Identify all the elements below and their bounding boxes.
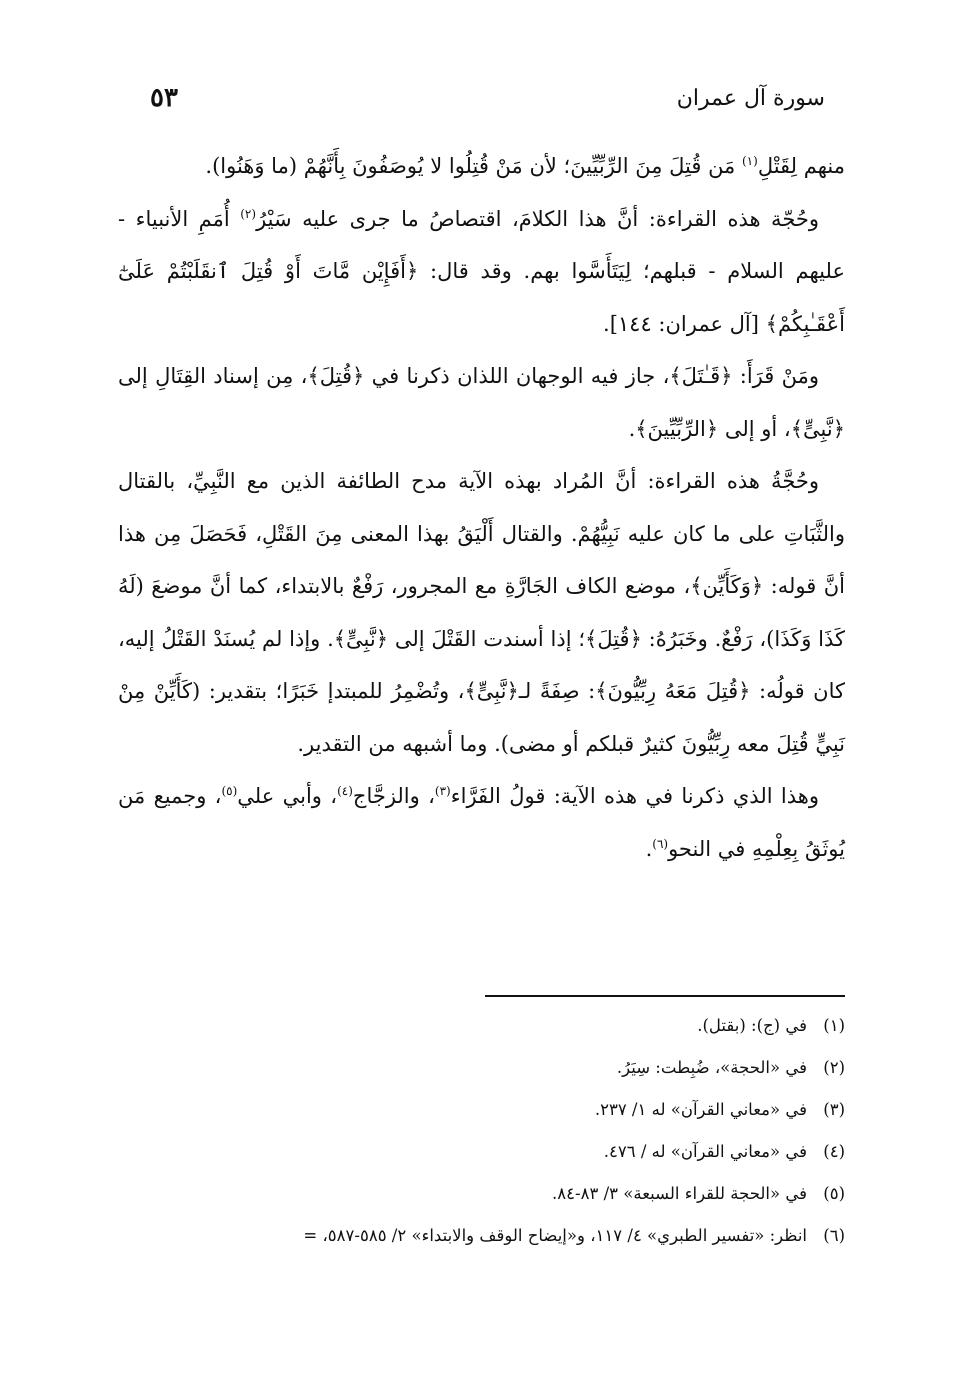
footnote-text: في «الحجة»، ضُبِطت: سِيَرُ. xyxy=(616,1058,807,1077)
footnote-number: (٤) xyxy=(823,1142,845,1161)
footnote-item xyxy=(118,1173,845,1215)
text-segment: . xyxy=(645,836,653,861)
footnotes xyxy=(118,1005,845,1257)
footnote-ref-5: (٥) xyxy=(221,784,238,798)
surah-title: سورة آل عمران xyxy=(676,85,825,111)
paragraph-2 xyxy=(118,193,845,351)
text-segment: ، وجميع مَن يُوثَقُ بِعِلْمِهِ في النحو xyxy=(118,784,845,861)
footnote-number: (٥) xyxy=(823,1184,845,1203)
text-segment: أُمَمِ الأنبياء - عليهم السلام - قبلهم؛ لِيَتَأَسَّوا بهم. وقد قال: ﴿أَفَإِيْن مَّاتَ أَوْ قُتِلَ ٱنقَلَبْتُمْ عَلَىٰٓ أَعْقَـٰبِكُمْ﴾ [آل عمران: ١٤٤]. xyxy=(118,206,845,336)
footnote-number: (٦) xyxy=(823,1226,845,1245)
footnote-ref-3: (٣) xyxy=(434,784,451,798)
footnote-ref-4: (٤) xyxy=(337,784,353,798)
text-segment: وحُجّة هذه القراءة: أنَّ هذا الكلامَ، اقتصاصُ ما جرى عليه سَيْرُ xyxy=(256,206,819,231)
text-segment: وهذا الذي ذكرنا في هذه الآية: قولُ الفَرَّاء xyxy=(450,784,819,808)
footnote-text: انظر: «تفسير الطبري» ٤/ ١١٧، و«إيضاح الوقف والابتداء» ٢/ ٥٨٥-٥٨٧، = xyxy=(303,1226,807,1245)
footnote-number: (١) xyxy=(823,1016,845,1035)
page-number: ٥٣ xyxy=(150,83,178,113)
paragraph-5 xyxy=(118,770,845,875)
paragraph-3: ومَنْ قَرَأَ: ﴿قَـٰتَلَ﴾، جاز فيه الوجهان اللذان ذكرنا في ﴿قُتِلَ﴾، مِن إسناد القِتَالِ إلى ﴿نَّبِىٍّ﴾، أو إلى ﴿الرِّبِّيِّينَ﴾. xyxy=(118,364,845,441)
footnote-separator xyxy=(485,995,845,997)
footnote-text: في «معاني القرآن» له ١/ ٢٣٧. xyxy=(594,1100,807,1119)
paragraph-4: وحُجَّةُ هذه القراءة: أنَّ المُراد بهذه الآية مدح الطائفة الذين مع النَّبِيِّ، بالقتال والثَّبَاتِ على ما كان عليه نَبِيُّهُمْ. والقتال أَلْيَقُ بهذا المعنى مِنَ القَتْلِ، فَحَصَلَ مِن هذا أنَّ قوله: ﴿وَكَأَيِّن﴾، موضع الكاف الجَارَّةِ مع المجرور، رَفْعٌ بالابتداء، كما أنَّ موضعَ (لَهُ كَذَا وَكَذَا)، رَفْعٌ. وخَبَرُهُ: ﴿قُتِلَ﴾؛ إذا أسندت القَتْلَ إلى ﴿نَّبِىٍّ﴾. وإذا لم يُسنَدْ القَتْلُ إليه، كان قولُه: ﴿قُتِلَ مَعَهُ رِبِّيُّونَ﴾: صِفَةً لـ﴿نَّبِىٍّ﴾، وتُضْمِرُ للمبتدإ خَبَرًا؛ بتقدير: (كَأَيِّنْ مِنْ نَبِيٍّ قُتِلَ معه رِبِّيُّونَ كثيرٌ قبلكم أو مضى). وما أشبهه من التقدير. xyxy=(118,469,845,756)
footnote-number: (٣) xyxy=(823,1100,845,1119)
text-segment: منهم لِقَتْلِ xyxy=(757,154,845,178)
footnote-item xyxy=(118,1131,845,1173)
footnote-text: في «الحجة للقراء السبعة» ٣/ ٨٣-٨٤. xyxy=(552,1184,807,1203)
footnote-ref-2: (٢) xyxy=(240,206,257,221)
footnote-item xyxy=(118,1047,845,1089)
footnote-item xyxy=(118,1005,845,1047)
main-text xyxy=(118,140,845,875)
text-segment: ، والزجَّاج xyxy=(352,784,435,808)
footnote-number: (٢) xyxy=(823,1058,845,1077)
footnote-ref-6: (٦) xyxy=(652,836,669,851)
footnote-text: في «معاني القرآن» له / ٤٧٦. xyxy=(603,1142,807,1161)
running-head xyxy=(150,78,825,118)
footnote-item xyxy=(118,1089,845,1131)
text-segment: ، وأبي علي xyxy=(237,784,338,808)
text-segment: مَن قُتِلَ مِنَ الرِّبِّيِّينَ؛ لأن مَنْ قُتِلُوا لا يُوصَفُونَ بِأَنَّهُمْ (ما وَهَنُوا). xyxy=(205,154,742,178)
paragraph-1 xyxy=(118,140,845,193)
footnote-text: في (ج): (بقتل). xyxy=(697,1016,807,1035)
footnote-ref-1: (١) xyxy=(741,154,758,168)
footnote-item xyxy=(118,1215,845,1257)
